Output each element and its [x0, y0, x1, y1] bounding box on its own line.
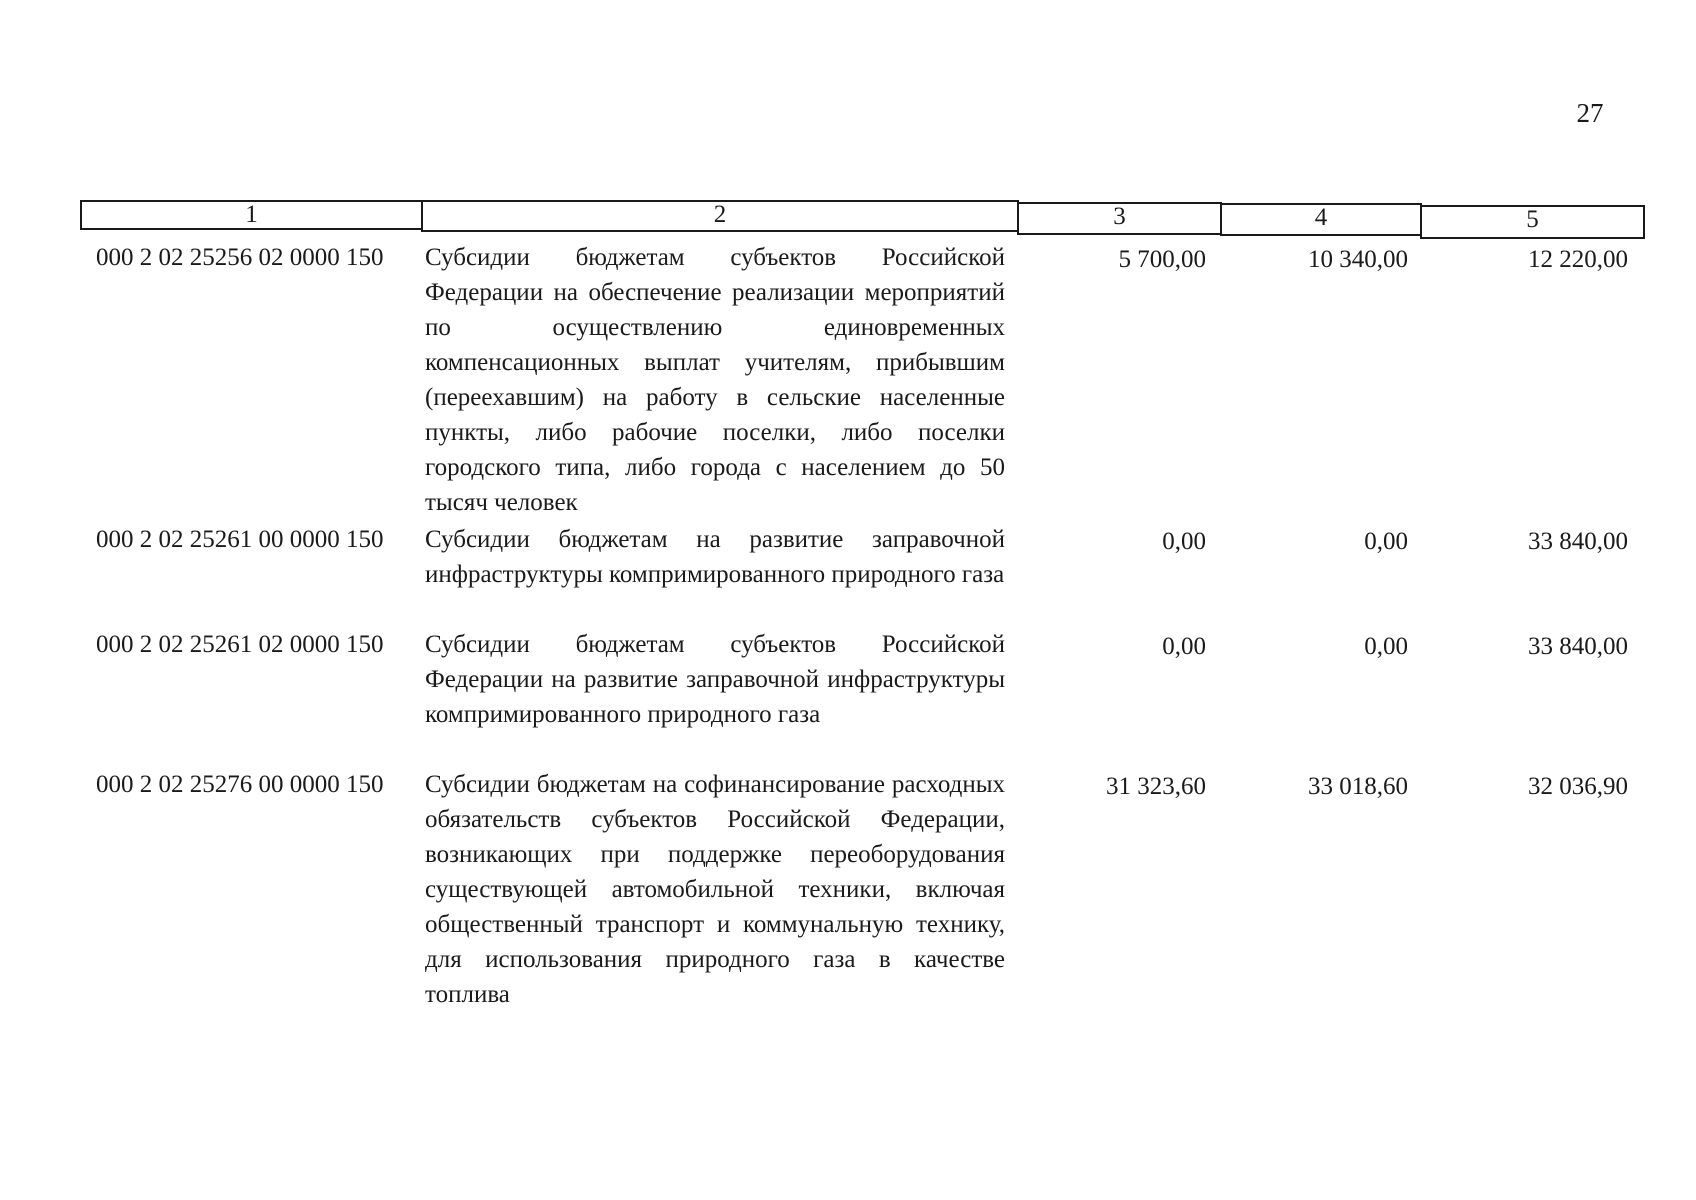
header-cell-3: 3 — [1017, 202, 1222, 235]
row-description: Субсидии бюджетам субъектов Российской Федерации на обеспечение реализации мероприятий по осуществлению единовременных компенсационных выплат учителям, прибывшим (переехавшим) на работу в сельские населенные пункты, либо рабочие поселки, либо поселки городского типа, либо города с населением до 50 тысяч человек — [425, 244, 1005, 516]
amount-col5: 12 220,00 — [1528, 246, 1628, 273]
table-row — [80, 627, 1650, 767]
amount-col5: 33 840,00 — [1528, 633, 1628, 660]
header-cell-5: 5 — [1420, 205, 1645, 239]
page-number: 27 — [1576, 98, 1604, 128]
budget-code: 000 2 02 25261 02 0000 150 — [96, 631, 384, 658]
header-cell-2: 2 — [421, 200, 1019, 232]
budget-code: 000 2 02 25256 02 0000 150 — [96, 244, 384, 271]
amount-col4: 33 018,60 — [1308, 773, 1408, 800]
amount-col4: 10 340,00 — [1308, 246, 1408, 273]
header-cell-1: 1 — [80, 200, 423, 230]
table-row — [80, 767, 1650, 1049]
amount-col3: 0,00 — [1162, 528, 1206, 555]
amount-col4: 0,00 — [1364, 528, 1408, 555]
amount-col5: 33 840,00 — [1528, 528, 1628, 555]
amount-col3: 5 700,00 — [1118, 246, 1206, 273]
amount-col5: 32 036,90 — [1528, 773, 1628, 800]
budget-code: 000 2 02 25276 00 0000 150 — [96, 771, 384, 798]
amount-col4: 0,00 — [1364, 633, 1408, 660]
row-description: Субсидии бюджетам на софинансирование расходных обязательств субъектов Российской Федерации, возникающих при поддержке переоборудования существующей автомобильной техники, включая общественный транспорт и коммунальную технику, для использования природного газа в качестве топлива — [425, 771, 1005, 1008]
header-cell-4: 4 — [1220, 203, 1422, 236]
row-description: Субсидии бюджетам на развитие заправочной инфраструктуры компримированного природного газа — [425, 526, 1005, 588]
amount-col3: 31 323,60 — [1106, 773, 1206, 800]
amount-col3: 0,00 — [1162, 633, 1206, 660]
budget-code: 000 2 02 25261 00 0000 150 — [96, 526, 384, 553]
table-header — [80, 200, 1650, 240]
table-row — [80, 240, 1650, 522]
row-description: Субсидии бюджетам субъектов Российской Федерации на развитие заправочной инфраструктуры компримированного природного газа — [425, 631, 1005, 728]
table-row — [80, 522, 1650, 627]
table-body — [80, 240, 1650, 1049]
